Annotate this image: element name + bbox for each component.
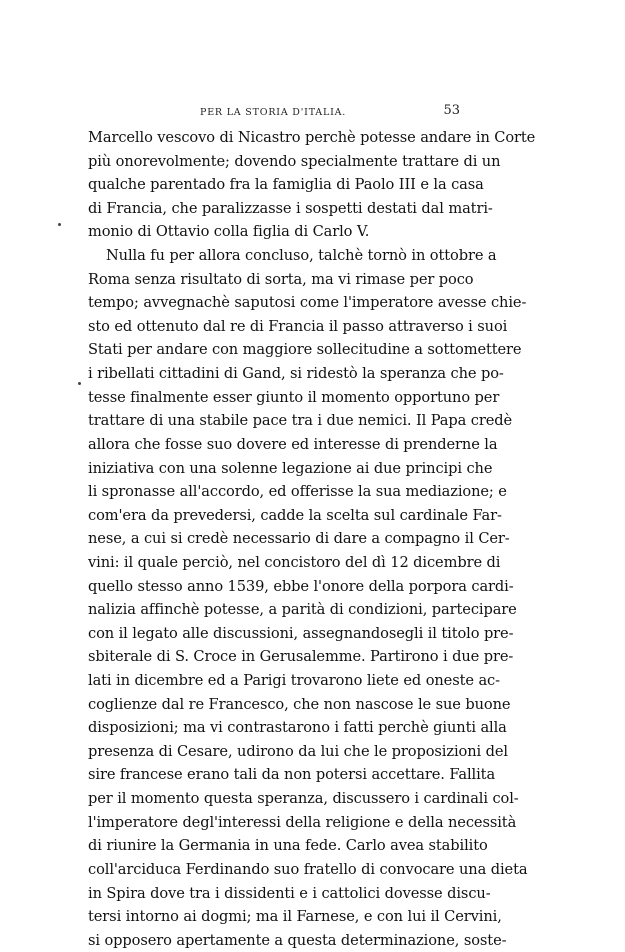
paper-speck	[58, 223, 61, 226]
text-line: com'era da prevedersi, cadde la scelta sul cardinale Far-	[88, 506, 502, 524]
text-line: lati in dicembre ed a Parigi trovarono liete ed oneste ac-	[88, 672, 500, 690]
text-line: si opposero apertamente a questa determinazione, soste-	[88, 931, 507, 949]
text-line: Roma senza risultato di sorta, ma vi rimase per poco	[88, 270, 474, 288]
text-line: sire francese erano tali da non potersi accettare. Fallita	[88, 766, 496, 784]
text-line: per il momento questa speranza, discussero i cardinali col-	[88, 790, 519, 808]
running-title: PER LA STORIA D'ITALIA.	[200, 107, 347, 118]
text-line: presenza di Cesare, udirono da lui che le proposizioni del	[88, 742, 508, 760]
page-number: 53	[443, 103, 460, 118]
text-line: disposizioni; ma vi contrastarono i fatti perchè giunti alla	[88, 719, 507, 737]
text-line: Nulla fu per allora concluso, talchè tornò in ottobre a	[106, 247, 497, 265]
text-line: coll'arciduca Ferdinando suo fratello di convocare una dieta	[88, 860, 528, 878]
text-line: con il legato alle discussioni, assegnandosegli il titolo pre-	[88, 624, 514, 642]
text-line: di Francia, che paralizzasse i sospetti destati dal matri-	[88, 199, 493, 217]
text-line: vini: il quale perciò, nel concistoro del dì 12 dicembre di	[88, 553, 501, 571]
text-line: nalizia affinchè potesse, a parità di condizioni, partecipare	[88, 601, 517, 619]
text-line: più onorevolmente; dovendo specialmente trattare di un	[88, 152, 501, 170]
text-line: i ribellati cittadini di Gand, si ridestò la speranza che po-	[88, 365, 504, 383]
text-line: monio di Ottavio colla figlia di Carlo V.	[88, 223, 370, 241]
body-text	[88, 126, 536, 952]
text-line: qualche parentado fra la famiglia di Paolo III e la casa	[88, 176, 484, 194]
text-line: tempo; avvegnachè saputosi come l'imperatore avesse chie-	[88, 294, 527, 312]
text-line: in Spira dove tra i dissidenti e i cattolici dovesse discu-	[88, 884, 491, 902]
text-line: l'imperatore degl'interessi della religione e della necessità	[88, 813, 517, 831]
text-line: trattare di una stabile pace tra i due nemici. Il Papa credè	[88, 412, 513, 430]
paper-speck	[78, 382, 81, 385]
text-line: nese, a cui si credè necessario di dare a compagno il Cer-	[88, 530, 510, 548]
text-line: tersi intorno ai dogmi; ma il Farnese, e con lui il Cervini,	[88, 908, 502, 926]
text-line: iniziativa con una solenne legazione ai due principi che	[88, 459, 493, 477]
text-line: di riunire la Germania in una fede. Carlo avea stabilito	[88, 837, 488, 855]
text-line: Stati per andare con maggiore sollecitudine a sottomettere	[88, 341, 522, 359]
text-line: Marcello vescovo di Nicastro perchè potesse andare in Corte	[88, 129, 536, 146]
text-line: sto ed ottenuto dal re di Francia il passo attraverso i suoi	[88, 317, 508, 335]
text-line: tesse finalmente esser giunto il momento opportuno per	[88, 388, 500, 406]
text-line: allora che fosse suo dovere ed interesse di prenderne la	[88, 435, 498, 453]
text-line: li spronasse all'accordo, ed offerisse la sua mediazione; e	[88, 483, 507, 501]
text-line: coglienze dal re Francesco, che non nascose le sue buone	[88, 695, 511, 713]
text-line: sbiterale di S. Croce in Gerusalemme. Partirono i due pre-	[88, 648, 514, 666]
running-head	[88, 103, 460, 121]
text-line: quello stesso anno 1539, ebbe l'onore della porpora cardi-	[88, 577, 514, 595]
